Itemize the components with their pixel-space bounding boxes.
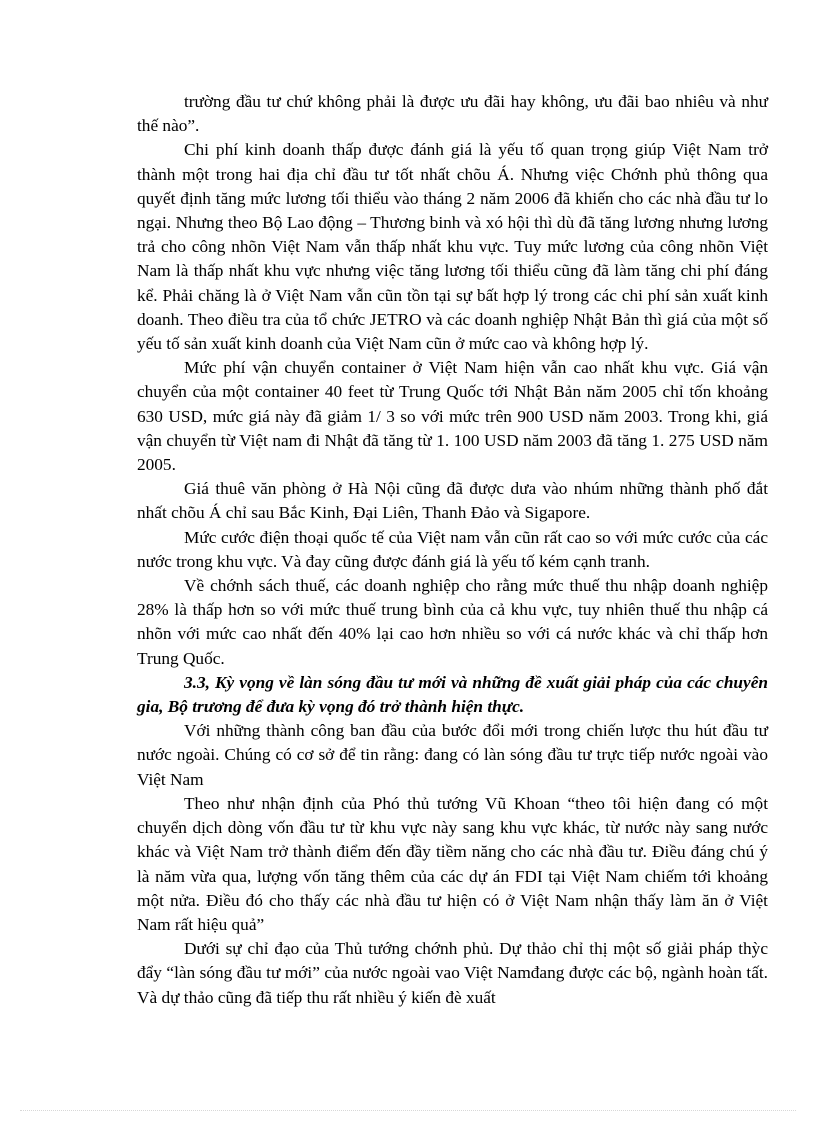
section-heading: 3.3, Kỳ vọng về làn sóng đầu tư mới và những đề xuất giải pháp của các chuyên gia, Bộ trương để đưa kỳ vọng đó trở thành hiện thực. — [137, 672, 768, 717]
paragraph-9: Dưới sự chỉ đạo của Thủ tướng chớnh phủ. Dự thảo chỉ thị một số giải pháp thỳc đẩy “làn sóng đầu tư mới” của nước ngoài vao Việt Namđang được các bộ, ngành hoàn tất. Và dự thảo cũng đã tiếp thu rất nhiều ý kiến đè xuất — [137, 939, 768, 1007]
paragraph-8: Theo như nhận định của Phó thủ tướng Vũ Khoan “theo tôi hiện đang có một chuyển dịch dòng vốn đầu tư từ khu vực này sang khu vực khác, từ nước này sang nước khác và Việt Nam trở thành điểm đến đầy tiềm năng cho các nhà đầu tư. Điều đáng chú ý là năm vừa qua, lượng vốn tăng thêm của các dự án FDI tại Việt Nam chiếm tới khoảng một nửa. Điều đó cho thấy các nhà đầu tư hiện có ở Việt Nam nhận thấy làm ăn ở Việt Nam rất hiệu quả” — [137, 793, 768, 934]
paragraph-6: Về chớnh sách thuế, các doanh nghiệp cho rằng mức thuế thu nhập doanh nghiệp 28% là thấp hơn so với mức thuế trung bình của cả khu vực, tuy nhiên thuế thu nhập cá nhõn với mức cao nhất đến 40% lại cao hơn nhiều so với cá nước khác và chỉ thấp hơn Trung Quốc. — [137, 576, 768, 668]
paragraph-1: trường đầu tư chứ không phải là được ưu đãi hay không, ưu đãi bao nhiêu và như thế nào”. — [137, 92, 768, 136]
paragraph-4: Giá thuê văn phòng ở Hà Nội cũng đã được dưa vào nhúm những thành phố đắt nhất chõu Á chỉ sau Bắc Kinh, Đại Liên, Thanh Đảo và Sigapore. — [137, 479, 768, 523]
paragraph-3: Mức phí vận chuyển container ở Việt Nam hiện vẫn cao nhất khu vực. Giá vận chuyển của một container 40 feet từ Trung Quốc tới Nhật Bản năm 2005 chỉ tốn khoảng 630 USD, mức giá này đã giảm 1/ 3 so với mức trên 900 USD năm 2003. Trong khi, giá vận chuyển từ Việt nam đi Nhật đã tăng từ 1. 100 USD năm 2003 đã tăng 1. 275 USD năm 2005. — [137, 358, 768, 475]
paragraph-7: Với những thành công ban đầu của bước đổi mới trong chiến lược thu hút đầu tư nước ngoài. Chúng có cơ sở để tin rằng: đang có làn sóng đầu tư trực tiếp nước ngoài vào Việt Nam — [137, 721, 768, 789]
document-body — [137, 90, 768, 1010]
paragraph-2: Chi phí kinh doanh thấp được đánh giá là yếu tố quan trọng giúp Việt Nam trở thành một trong hai địa chỉ đầu tư tốt nhất chõu Á. Nhưng việc Chớnh phủ thông qua quyết định tăng mức lương tối thiểu vào tháng 2 năm 2006 đã khiến cho các nhà đầu tư lo ngại. Nhưng theo Bộ Lao động – Thương binh và xó hội thì dù đã tăng lương nhưng lương trả cho công nhõn Việt Nam vẫn thấp nhất khu vực. Tuy mức lương của công nhõn Việt Nam là thấp nhất khu vực nhưng việc tăng lương tối thiểu cũng đã làm tăng chi phí đáng kể. Phải chăng là ở Việt Nam vẫn cũn tồn tại sự bất hợp lý trong các chi phí sản xuất kinh doanh. Theo điều tra của tổ chức JETRO và các doanh nghiệp Nhật Bản thì giá của một số yếu tố sản xuất kinh doanh của Việt Nam cũn ở mức cao và không hợp lý. — [137, 140, 768, 354]
paragraph-5: Mức cước điện thoại quốc tế của Việt nam vẫn cũn rất cao so với mức cước của các nước trong khu vực. Và đay cũng được đánh giá là yếu tố kém cạnh tranh. — [137, 527, 768, 571]
footer-divider — [20, 1110, 796, 1111]
